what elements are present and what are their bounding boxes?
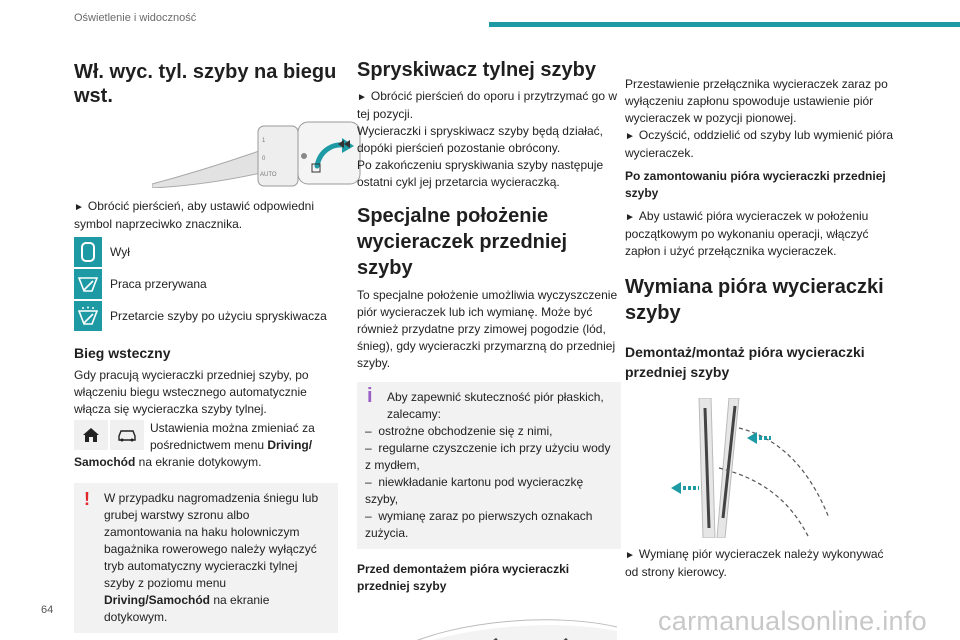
info-intro: Aby zapewnić skuteczność piór płaskich, zalecamy: (387, 390, 604, 421)
replace-blade-title: Wymiana pióra wycieraczki szyby (625, 276, 884, 324)
blade-removal-illustration (659, 398, 839, 538)
reverse-heading: Bieg wsteczny (74, 345, 171, 361)
column-rear-washer (357, 58, 621, 640)
rear-ring-instruction: ► Obrócić pierścień, aby ustawić odpowiedni symbol naprzeciwko znacznika. (74, 199, 315, 231)
option-wash (74, 301, 338, 331)
settings-menu-path: Driving/ Samochód (74, 438, 313, 469)
demount-heading: Demontaż/montaż pióra wycieraczki przedniej szyby (625, 344, 865, 380)
special-position-title: Specjalne położenie wycieraczek przedniej szyby (357, 205, 568, 279)
stalk-mark-auto: AUTO (260, 172, 277, 178)
warning-menu-path: Driving/Samochód (104, 593, 211, 607)
car-icon (110, 420, 144, 450)
watermark: carmanualsonline.info (658, 606, 927, 636)
special-position-text: To specjalne położenie umożliwia wyczyszczenie piór wycieraczek lub ich wymianę. Może być również przydatne przy zimowej pogodzie (lód, śnieg), gdy wycieraczki przymarzną do przedniej szyby. (357, 288, 618, 370)
info-item: – wymianę zaraz po pierwszych oznakach zużycia. (365, 509, 593, 540)
option-wash-label: Przetarcie szyby po użyciu spryskiwacza (110, 308, 327, 323)
info-icon: i (367, 385, 373, 407)
washer-text-1: Wycieraczki i spryskiwacz szyby będą działać, dopóki pierścień pozostanie obrócony. (357, 124, 603, 155)
rear-washer-title: Spryskiwacz tylnej szyby (357, 59, 597, 81)
reverse-text: Gdy pracują wycieraczki przedniej szyby, po włączeniu biegu wstecznego automatycznie włącza się wycieraczka szyby tylnej. (74, 368, 309, 416)
washer-instruction: ► Obrócić pierścień do oporu i przytrzymać go w tej pozycji. (357, 89, 617, 121)
before-removal-heading: Przed demontażem pióra wycieraczki przedniej szyby (357, 562, 570, 593)
warning-text-end: na ekranie dotykowym. (104, 593, 270, 624)
reverse-settings (74, 420, 338, 471)
info-item: – ostrożne obchodzenie się z nimi, (365, 424, 553, 438)
warning-icon: ! (84, 489, 90, 509)
column-rear-wiper-reverse (74, 60, 338, 633)
stalk-mark-1: 1 (262, 138, 266, 144)
option-off-label: Wył (110, 244, 130, 259)
option-intermittent (74, 269, 338, 299)
page-number: 64 (41, 604, 54, 616)
wiper-stalk-illustration (152, 120, 382, 188)
wiper-intermittent-icon (74, 269, 102, 299)
vertical-position-text: Przestawienie przełącznika wycieraczek zaraz po wyłączeniu zapłonu spowoduje ustawienie piór wycieraczek w pozycji pionowej. (625, 77, 888, 125)
snow-warning-box (74, 483, 338, 633)
windscreen-wipers-illustration (397, 609, 617, 640)
option-intermittent-label: Praca przerywana (110, 276, 207, 291)
settings-text-end: na ekranie dotykowym. (135, 455, 262, 469)
warning-text: W przypadku nagromadzenia śniegu lub grubej warstwy szronu albo zamontowania na haku holowniczym bagażnika rowerowego należy wyłączyć tryb automatyczny wycieraczki tylnej szyby z poziomu menu (104, 491, 319, 590)
driver-side-instruction: ► Wymianę piór wycieraczek należy wykonywać od strony kierowcy. (625, 547, 884, 579)
clean-instruction: ► Oczyścić, oddzielić od szyby lub wymienić pióra wycieraczek. (625, 128, 893, 160)
wiper-options-list (74, 237, 338, 331)
stalk-mark-0: 0 (262, 156, 266, 162)
section-header: Oświetlenie i widoczność (74, 12, 197, 24)
rear-wiper-reverse-title: Wł. wyc. tyl. szyby na biegu wst. (74, 61, 337, 107)
column-blade-replacement (625, 76, 897, 581)
settings-text: Ustawienia można zmieniać za pośrednictwem menu (150, 421, 315, 452)
home-icon (74, 420, 108, 450)
wiper-wash-icon (74, 301, 102, 331)
header-accent-bar (489, 22, 960, 27)
wiper-off-icon (74, 237, 102, 267)
flat-blade-info-box (357, 382, 621, 549)
info-item: – regularne czyszczenie ich przy użyciu wody z mydłem, (365, 441, 611, 472)
after-mounting-heading: Po zamontowaniu pióra wycieraczki przedniej szyby (625, 169, 886, 200)
washer-text-2: Po zakończeniu spryskiwania szyby następuje ostatni cykl jej przetarcia wycieraczką. (357, 158, 604, 189)
reset-instruction: ► Aby ustawić pióra wycieraczek w położeniu początkowym po wykonaniu operacji, włączyć zapłon i użyć przełącznika wycieraczek. (625, 209, 869, 258)
info-item: – niewkładanie kartonu pod wycieraczkę szyby, (365, 475, 584, 506)
option-off (74, 237, 338, 267)
